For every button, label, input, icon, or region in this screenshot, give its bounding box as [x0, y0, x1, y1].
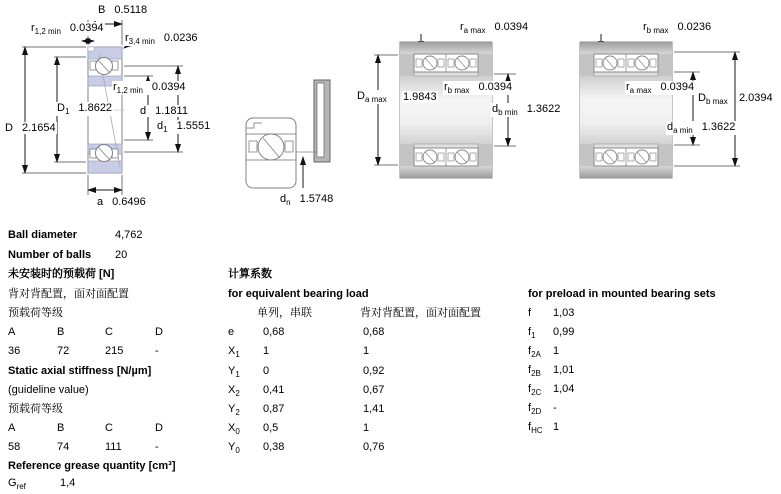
- dim-label-r34: $r_{3,4 min}$ 0.0236: [125, 32, 198, 47]
- stiffness-class-label: 预载荷等级: [8, 403, 63, 415]
- stiffness-header-A: A: [8, 422, 16, 434]
- calc-row-v1: 0,41: [263, 384, 285, 396]
- calc-row-v2: 0,67: [363, 384, 385, 396]
- preload-factor-value: 1,04: [553, 383, 575, 395]
- preload-value-A: 36: [8, 345, 21, 357]
- dim-label-D1: $D_1$ 1.8622: [57, 102, 113, 117]
- preload-title: 未安装时的预载荷 [N]: [8, 268, 115, 280]
- calc-row-v2: 0,92: [363, 365, 385, 377]
- calc-row-sym: e: [228, 326, 235, 338]
- dim-label-db-min: $d_{b min}$ 1.3622: [492, 103, 561, 118]
- stiffness-header-C: C: [105, 422, 113, 434]
- number-of-balls-label: Number of balls: [8, 249, 92, 261]
- calc-row-v2: 1: [363, 422, 370, 434]
- preload-header-C: C: [105, 326, 113, 338]
- calc-row-v2: 0,68: [363, 326, 385, 338]
- calc-col1-header: 单列，串联: [257, 307, 312, 319]
- dim-label-dn: $d_n$ 1.5748: [280, 193, 334, 208]
- stiffness-value-B: 74: [57, 441, 70, 453]
- dim-label-da-min: $d_{a min}$ 1.3622: [667, 121, 736, 136]
- bearing-detail-drawing: [246, 80, 330, 188]
- calc-row-v1: 1: [263, 345, 270, 357]
- preload-class-label: 预载荷等级: [8, 307, 63, 319]
- calc-row-sym: $Y_0$: [228, 441, 240, 456]
- number-of-balls-value: 20: [115, 249, 128, 261]
- calc-row-sym: $Y_2$: [228, 403, 240, 418]
- dim-label-a: a 0.6496: [97, 196, 146, 208]
- dim-label-ra-max-a: $r_{a max}$ 0.0394: [460, 21, 529, 36]
- dim-label-r12-right: $r_{1,2 min}$ 0.0394: [113, 81, 186, 96]
- dim-label-ra-max-b: $r_{a max}$ 0.0394: [626, 81, 695, 96]
- grease-title: Reference grease quantity [cm³]: [8, 460, 176, 472]
- preload-factor-value: 1,01: [553, 364, 575, 376]
- dim-label-B: B 0.5118: [98, 4, 148, 16]
- stiffness-header-D: D: [155, 422, 163, 434]
- preload-factor-sym: $f_{HC}$: [528, 421, 543, 436]
- dim-value-Db-max: 2.0394: [739, 92, 773, 104]
- preload-factor-sym: f: [528, 307, 532, 319]
- calc-row-v2: 0,76: [363, 441, 385, 453]
- preload-factor-value: 1: [553, 345, 560, 357]
- stiffness-value-D: -: [155, 441, 159, 453]
- calc-row-sym: $X_2$: [228, 384, 240, 399]
- preload-factor-value: 1: [553, 421, 560, 433]
- preload-factors-title: for preload in mounted bearing sets: [528, 288, 716, 300]
- calc-row-v1: 0,5: [263, 422, 279, 434]
- stiffness-value-A: 58: [8, 441, 21, 453]
- dim-label-rb-max-a: $r_{b max}$ 0.0394: [444, 81, 513, 96]
- preload-value-D: -: [155, 345, 159, 357]
- calc-row-v2: 1: [363, 345, 370, 357]
- dim-label-d1: $d_1$ 1.5551: [157, 120, 211, 135]
- preload-header-D: D: [155, 326, 163, 338]
- equiv-load-title: for equivalent bearing load: [228, 288, 369, 300]
- dim-value-Da-max: 1.9843: [403, 91, 437, 103]
- preload-factor-sym: $f_{2B}$: [528, 364, 541, 379]
- calc-row-sym: $X_1$: [228, 345, 240, 360]
- dim-label-r12-top: $r_{1,2 min}$ 0.0394: [31, 22, 104, 37]
- preload-factor-sym: $f_1$: [528, 326, 536, 341]
- calc-row-sym: $X_0$: [228, 422, 240, 437]
- calc-row-v1: 0,68: [263, 326, 285, 338]
- calc-row-v1: 0: [263, 365, 270, 377]
- grease-symbol: $G_{ref}$: [8, 477, 26, 492]
- calc-col2-header: 背对背配置，面对面配置: [360, 307, 481, 319]
- calc-factors-title: 计算系数: [228, 268, 272, 280]
- preload-factor-sym: $f_{2C}$: [528, 383, 542, 398]
- preload-factor-value: 1,03: [553, 307, 575, 319]
- ball-diameter-label: Ball diameter: [8, 229, 78, 241]
- calc-row-v1: 0,87: [263, 403, 285, 415]
- preload-header-B: B: [57, 326, 65, 338]
- ball-diameter-value: 4,762: [115, 229, 143, 241]
- preload-factor-sym: $f_{2D}$: [528, 402, 542, 417]
- preload-subtitle: 背对背配置，面对面配置: [8, 288, 129, 300]
- preload-value-B: 72: [57, 345, 70, 357]
- stiffness-subtitle: (guideline value): [8, 384, 89, 396]
- dim-label-rb-max-b: $r_{b max}$ 0.0236: [643, 21, 712, 36]
- preload-header-A: A: [8, 326, 16, 338]
- stiffness-header-B: B: [57, 422, 65, 434]
- dim-label-Da-max: $D_{a max}$: [357, 90, 387, 105]
- grease-value: 1,4: [60, 477, 76, 489]
- dim-label-d: d 1.1811: [140, 105, 188, 117]
- dim-label-D: D 2.1654: [5, 122, 56, 134]
- preload-factor-value: -: [553, 402, 557, 414]
- stiffness-title: Static axial stiffness [N/µm]: [8, 365, 152, 377]
- stiffness-value-C: 111: [105, 441, 122, 453]
- calc-row-sym: $Y_1$: [228, 365, 240, 380]
- preload-value-C: 215: [105, 345, 124, 357]
- preload-factor-value: 0,99: [553, 326, 575, 338]
- dim-label-Db-max: $D_{b max}$: [698, 92, 728, 107]
- calc-row-v2: 1,41: [363, 403, 385, 415]
- calc-row-v1: 0,38: [263, 441, 285, 453]
- preload-factor-sym: $f_{2A}$: [528, 345, 541, 360]
